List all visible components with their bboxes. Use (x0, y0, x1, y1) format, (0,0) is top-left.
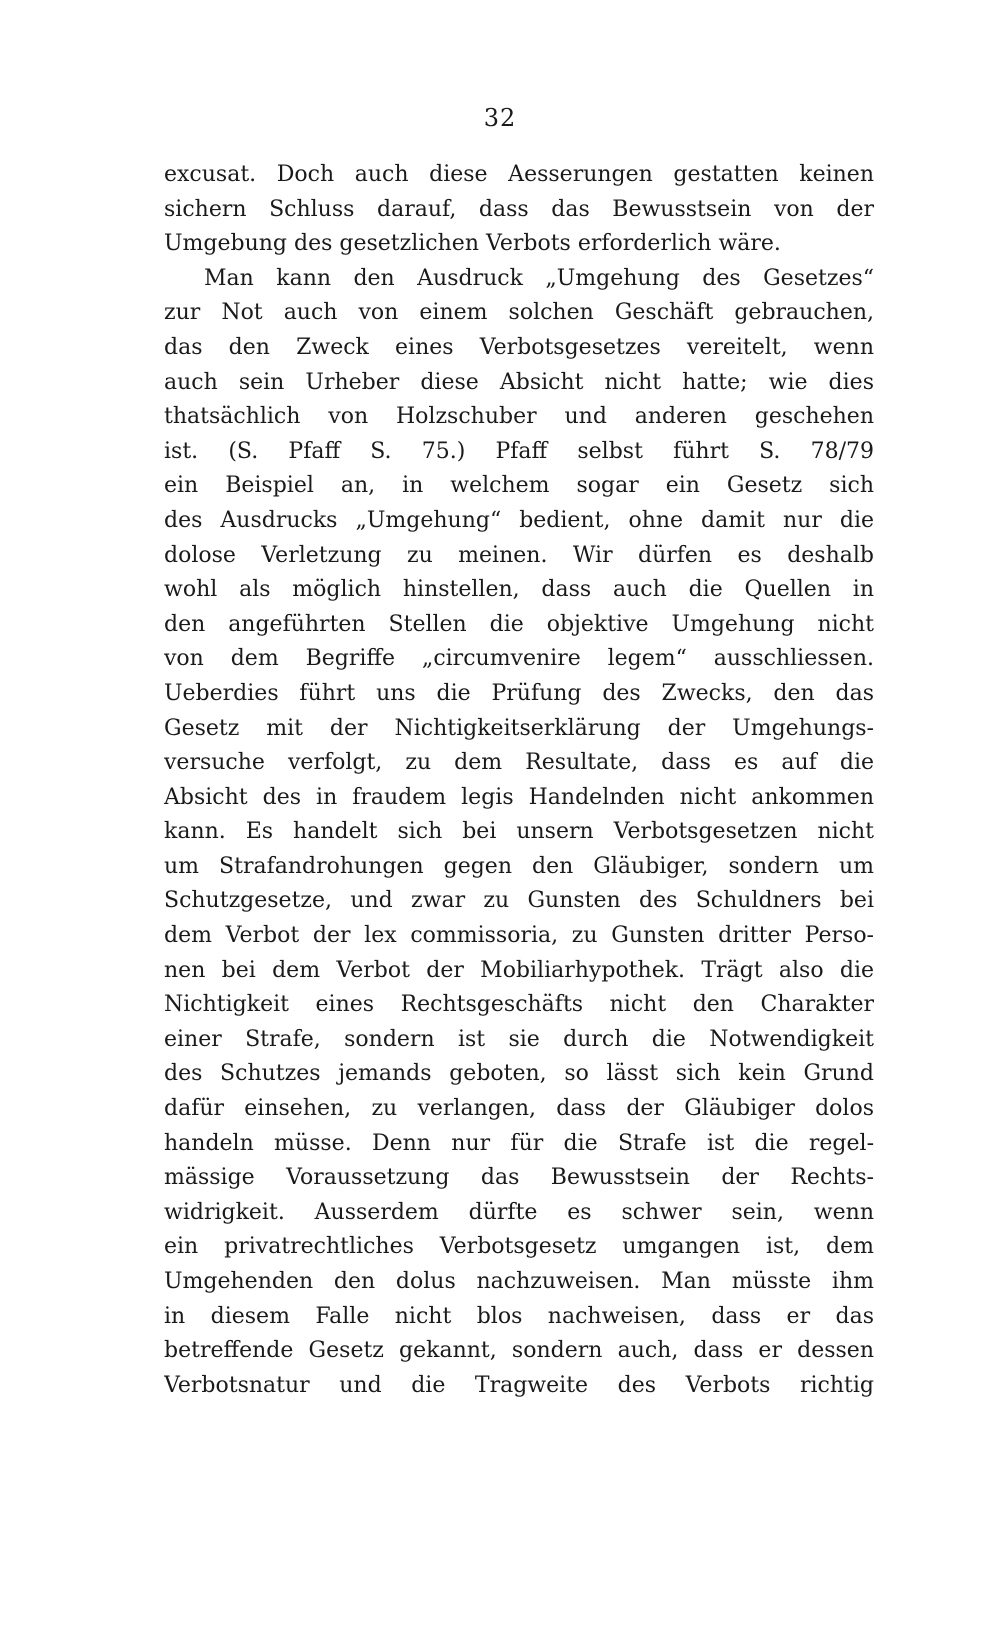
text-line: Man kann den Ausdruck „Umgehung des Gesetzes“ (204, 265, 874, 291)
text-line: das den Zweck eines Verbotsgesetzes vereitelt, wenn (164, 334, 874, 360)
text-line: dafür einsehen, zu verlangen, dass der Gläubiger dolos (164, 1096, 874, 1122)
text-line: auch sein Urheber diese Absicht nicht hatte; wie dies (164, 369, 874, 395)
text-line: thatsächlich von Holzschuber und anderen geschehen (164, 404, 874, 430)
text-line: in diesem Falle nicht blos nachweisen, dass er das (164, 1303, 874, 1329)
text-line: des Schutzes jemands geboten, so lässt sich kein Grund (164, 1061, 874, 1087)
text-line: des Ausdrucks „Umgehung“ bedient, ohne damit nur die (164, 507, 874, 533)
page-number: 32 (483, 104, 517, 132)
text-line: sichern Schluss darauf, dass das Bewusstsein von der (164, 196, 874, 222)
text-line: Schutzgesetze, und zwar zu Gunsten des Schuldners bei (164, 888, 874, 914)
text-line: dem Verbot der lex commissoria, zu Gunsten dritter Perso- (164, 923, 874, 949)
text-line: handeln müsse. Denn nur für die Strafe ist die regel- (164, 1130, 874, 1156)
text-line: Gesetz mit der Nichtigkeitserklärung der Umgehungs- (164, 715, 874, 741)
text-line: Verbotsnatur und die Tragweite des Verbots richtig (164, 1372, 874, 1398)
text-line: Ueberdies führt uns die Prüfung des Zwecks, den das (164, 680, 874, 706)
text-line: ist. (S. Pfaff S. 75.) Pfaff selbst führt S. 78/79 (164, 438, 874, 464)
body-text (164, 158, 874, 1403)
text-line: ein privatrechtliches Verbotsgesetz umgangen ist, dem (164, 1234, 874, 1260)
text-line: einer Strafe, sondern ist sie durch die Notwendigkeit (164, 1026, 874, 1052)
text-line: den angeführten Stellen die objektive Umgehung nicht (164, 611, 874, 637)
text-line: kann. Es handelt sich bei unsern Verbotsgesetzen nicht (164, 819, 874, 845)
text-line: versuche verfolgt, zu dem Resultate, dass es auf die (164, 750, 874, 776)
text-line: Umgebung des gesetzlichen Verbots erforderlich wäre. (164, 231, 781, 257)
text-line: mässige Voraussetzung das Bewusstsein der Rechts- (164, 1165, 874, 1191)
text-line: Nichtigkeit eines Rechtsgeschäfts nicht den Charakter (164, 992, 874, 1018)
text-line: um Strafandrohungen gegen den Gläubiger, sondern um (164, 853, 874, 879)
text-line: widrigkeit. Ausserdem dürfte es schwer sein, wenn (164, 1199, 874, 1225)
text-line: wohl als möglich hinstellen, dass auch die Quellen in (164, 577, 874, 603)
text-line: nen bei dem Verbot der Mobiliarhypothek. Trägt also die (164, 957, 874, 983)
text-line: betreffende Gesetz gekannt, sondern auch, dass er dessen (164, 1338, 874, 1364)
text-line: excusat. Doch auch diese Aesserungen gestatten keinen (164, 162, 874, 187)
text-line: von dem Begriffe „circumvenire legem“ ausschliessen. (164, 646, 874, 672)
text-line: ein Beispiel an, in welchem sogar ein Gesetz sich (164, 473, 874, 499)
text-line: dolose Verletzung zu meinen. Wir dürfen es deshalb (164, 542, 874, 568)
text-line: Umgehenden den dolus nachzuweisen. Man müsste ihm (164, 1269, 874, 1294)
text-line: Absicht des in fraudem legis Handelnden nicht ankommen (164, 784, 874, 810)
text-line: zur Not auch von einem solchen Geschäft gebrauchen, (164, 300, 874, 326)
